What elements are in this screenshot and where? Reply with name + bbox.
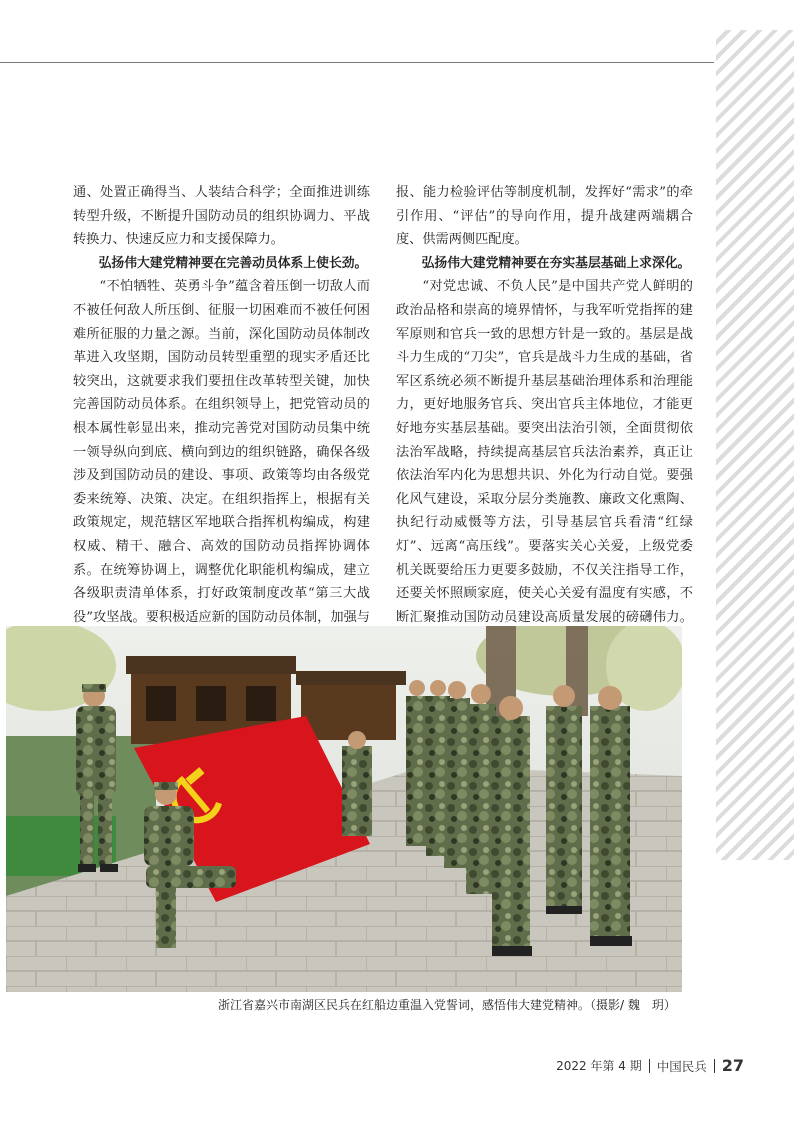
paragraph-text: “对党忠诚、不负人民”是中国共产党人鲜明的政治品格和崇高的境界情怀，与我军听党指挥的建军原则和官兵一致的思想方针是一致的。基层是战斗力生成的“刀尖”，官兵是战斗力生成的基础，省军区系统必须不断提升基层基础治理体系和治理能力，更好地服务官兵、突出官兵主体地位，才能更好地夯实基层基础。要突出法治引领，全面贯彻依法治军战略，持续提高基层官兵法治素养，真正让依法治军内化为思想共识、外化为行动自觉。要强化风气建设，采取分层分类施教、廉政文化熏陶、执纪行动威慑等方法，引导基层官兵看清“红绿灯”、远离“高压线”。要落实关心关爱，上级党委机关既要给压力更要多鼓励，不仅关注指导工作，还要关怀照顾家庭，使关心关爱有温度有实感，不断汇聚推动国防动员建设高质量发展的磅礴伟力。 bbox=[396, 279, 693, 625]
page-number: 27 bbox=[721, 1056, 744, 1075]
text-column-left bbox=[73, 181, 370, 653]
text-column-right bbox=[396, 181, 693, 653]
page-footer bbox=[556, 1056, 744, 1075]
issue-label: 2022 年第 4 期 bbox=[556, 1059, 642, 1073]
paragraph: “不怕牺牲、英勇斗争”蕴含着压倒一切敌人而不被任何敌人所压倒、征服一切困难而不被任何困难所征服的力量之源。当前，深化国防动员体制改革进入攻坚期，国防动员转型重塑的现实矛盾还比较突出，这就要求我们要扭住改革转型关键，加快完善国防动员体系。在组织领导上，把党管动员的根本属性彰显出来，推动完善党对国防动员集中统一领导纵向到底、横向到边的组织链路，确保各级涉及到国防动员的建设、事项、政策等均由各级党委来统筹、决策、决定。在组织指挥上，根据有关政策规定，规范辖区军地联合指挥机构编成，构建权威、精干、融合、高效的国防动员指挥协调体系。在统筹协调上，调整优化职能机构编成，建立各级职责清单体系，打好政策制度改革“第三大战役”攻坚战。要积极适应新的国防动员体制，加强与 bbox=[73, 279, 370, 625]
magazine-name: 中国民兵 bbox=[656, 1058, 707, 1074]
section-heading: 弘扬伟大建党精神要在完善动员体系上使长劲。 bbox=[98, 255, 368, 271]
photo-caption: 浙江省嘉兴市南湖区民兵在红船边重温入党誓词，感悟伟大建党精神。（摄影/ 魏 玥） bbox=[218, 998, 676, 1012]
section-heading: 弘扬伟大建党精神要在夯实基层基础上求深化。 bbox=[421, 255, 691, 271]
photo bbox=[6, 626, 682, 992]
footer-divider bbox=[649, 1059, 650, 1073]
paragraph: 报、能力检验评估等制度机制，发挥好“需求”的牵引作用、“评估”的导向作用，提升战建两端耦合度、供需两侧匹配度。 bbox=[396, 185, 693, 248]
paragraph: 通、处置正确得当、人装结合科学；全面推进训练转型升级，不断提升国防动员的组织协调力、平战转换力、快速反应力和支援保障力。 bbox=[73, 185, 370, 248]
paragraph bbox=[396, 275, 693, 653]
footer-divider bbox=[714, 1059, 715, 1073]
decorative-stripes bbox=[716, 30, 794, 860]
top-rule bbox=[0, 62, 714, 63]
